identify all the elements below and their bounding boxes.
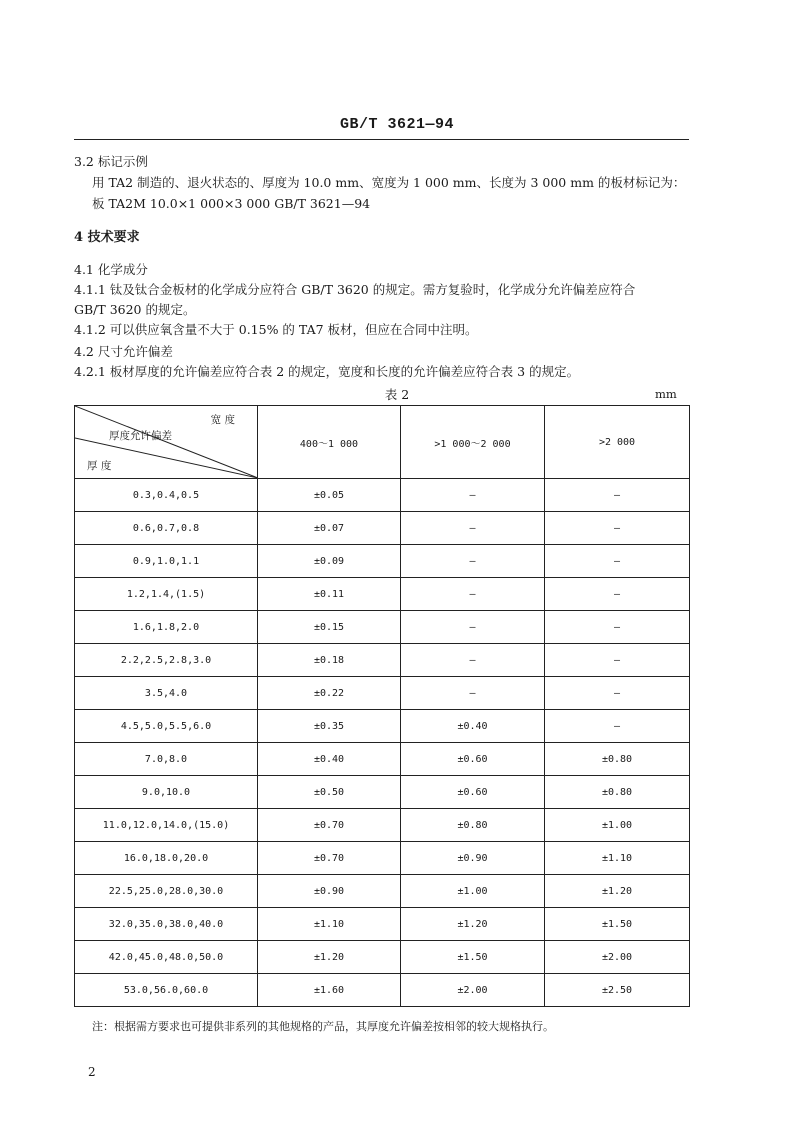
section-3-2-line1: 用 TA2 制造的、退火状态的、厚度为 10.0 mm、宽度为 1 000 mm、长度为 3 000 mm 的板材标记为： <box>92 175 686 190</box>
section-4-2-1: 4.2.1 板材厚度的允许偏差应符合表 2 的规定，宽度和长度的允许偏差应符合表 3 的规定。 <box>74 364 580 379</box>
tolerance-cell: — <box>401 545 545 578</box>
table-row <box>75 842 690 875</box>
table-row <box>75 776 690 809</box>
page-number: 2 <box>88 1065 96 1079</box>
tolerance-cell: ±1.20 <box>401 908 545 941</box>
section-3-2-heading: 3.2 标记示例 <box>74 154 148 169</box>
tolerance-cell: ±0.40 <box>258 743 401 776</box>
tolerance-cell: ±2.00 <box>545 941 690 974</box>
section-4-2-heading: 4.2 尺寸允许偏差 <box>74 344 173 359</box>
table-row <box>75 512 690 545</box>
tolerance-cell: ±0.22 <box>258 677 401 710</box>
standard-number-header: GB/T 3621—94 <box>339 116 455 133</box>
section-4-1-1-line2: GB/T 3620 的规定。 <box>74 302 196 317</box>
table-row <box>75 644 690 677</box>
table-note: 注：根据需方要求也可提供非系列的其他规格的产品，其厚度允许偏差按相邻的较大规格执行。 <box>92 1020 554 1033</box>
thickness-cell: 42.0,45.0,48.0,50.0 <box>75 941 258 974</box>
tolerance-cell: ±1.00 <box>545 809 690 842</box>
tolerance-cell: ±2.50 <box>545 974 690 1007</box>
tolerance-cell: ±1.20 <box>258 941 401 974</box>
tolerance-cell: — <box>401 644 545 677</box>
tolerance-cell: ±0.15 <box>258 611 401 644</box>
section-4-heading: 4 技术要求 <box>74 230 140 245</box>
tolerance-cell: — <box>545 479 690 512</box>
column-header: >2 000 <box>545 406 690 479</box>
tolerance-cell: — <box>401 611 545 644</box>
thickness-cell: 0.9,1.0,1.1 <box>75 545 258 578</box>
tolerance-cell: ±1.50 <box>401 941 545 974</box>
tolerance-cell: — <box>545 545 690 578</box>
table-header-row <box>75 406 690 479</box>
section-3-2-line2: 板 TA2M 10.0×1 000×3 000 GB/T 3621—94 <box>92 196 371 211</box>
thickness-cell: 9.0,10.0 <box>75 776 258 809</box>
tolerance-cell: ±1.20 <box>545 875 690 908</box>
table-row <box>75 545 690 578</box>
column-header: >1 000～2 000 <box>401 406 545 479</box>
thickness-cell: 4.5,5.0,5.5,6.0 <box>75 710 258 743</box>
tolerance-cell: ±0.50 <box>258 776 401 809</box>
table-unit: mm <box>655 387 677 401</box>
tolerance-cell: ±0.07 <box>258 512 401 545</box>
thickness-cell: 53.0,56.0,60.0 <box>75 974 258 1007</box>
tolerance-cell: — <box>545 710 690 743</box>
tolerance-cell: ±1.50 <box>545 908 690 941</box>
thickness-cell: 16.0,18.0,20.0 <box>75 842 258 875</box>
tolerance-cell: ±1.60 <box>258 974 401 1007</box>
tolerance-cell: ±1.00 <box>401 875 545 908</box>
table-caption: 表 2 <box>384 387 410 402</box>
table-row <box>75 974 690 1007</box>
tolerance-cell: ±0.60 <box>401 743 545 776</box>
thickness-cell: 22.5,25.0,28.0,30.0 <box>75 875 258 908</box>
table-row <box>75 611 690 644</box>
tolerance-cell: ±0.40 <box>401 710 545 743</box>
table-row <box>75 941 690 974</box>
thickness-cell: 0.6,0.7,0.8 <box>75 512 258 545</box>
thickness-cell: 1.2,1.4,(1.5) <box>75 578 258 611</box>
tolerance-cell: ±0.18 <box>258 644 401 677</box>
tolerance-cell: ±2.00 <box>401 974 545 1007</box>
tolerance-cell: ±0.11 <box>258 578 401 611</box>
width-axis-label: 宽 度 <box>210 414 235 426</box>
tolerance-cell: ±0.70 <box>258 842 401 875</box>
header-divider <box>74 139 689 140</box>
tolerance-cell: — <box>545 611 690 644</box>
thickness-cell: 3.5,4.0 <box>75 677 258 710</box>
column-header: 400～1 000 <box>258 406 401 479</box>
tolerance-cell: ±0.09 <box>258 545 401 578</box>
thickness-cell: 32.0,35.0,38.0,40.0 <box>75 908 258 941</box>
tolerance-table <box>74 405 690 1007</box>
tolerance-cell: — <box>545 644 690 677</box>
tolerance-cell: ±0.90 <box>401 842 545 875</box>
tolerance-cell: ±0.70 <box>258 809 401 842</box>
tolerance-cell: — <box>401 578 545 611</box>
thickness-cell: 1.6,1.8,2.0 <box>75 611 258 644</box>
tolerance-cell: ±0.80 <box>401 809 545 842</box>
tolerance-cell: ±0.05 <box>258 479 401 512</box>
thickness-cell: 0.3,0.4,0.5 <box>75 479 258 512</box>
tolerance-cell: ±0.80 <box>545 776 690 809</box>
thickness-axis-label: 厚 度 <box>87 460 112 472</box>
tolerance-cell: ±0.80 <box>545 743 690 776</box>
tolerance-cell: — <box>545 578 690 611</box>
tolerance-cell: ±0.60 <box>401 776 545 809</box>
table-row <box>75 743 690 776</box>
tolerance-cell: — <box>401 479 545 512</box>
table-row <box>75 875 690 908</box>
table-row <box>75 908 690 941</box>
thickness-cell: 11.0,12.0,14.0,(15.0) <box>75 809 258 842</box>
tolerance-cell: — <box>545 677 690 710</box>
tolerance-cell: — <box>545 512 690 545</box>
tolerance-cell: — <box>401 512 545 545</box>
table-row <box>75 479 690 512</box>
section-4-1-2: 4.1.2 可以供应氧含量不大于 0.15% 的 TA7 板材，但应在合同中注明。 <box>74 322 478 337</box>
thickness-cell: 7.0,8.0 <box>75 743 258 776</box>
table-row <box>75 677 690 710</box>
section-4-1-1-line1: 4.1.1 钛及钛合金板材的化学成分应符合 GB/T 3620 的规定。需方复验时，化学成分允许偏差应符合 <box>74 282 636 297</box>
table-row <box>75 710 690 743</box>
diagonal-header-cell <box>75 406 258 479</box>
tolerance-cell: — <box>401 677 545 710</box>
table-row <box>75 809 690 842</box>
tolerance-cell: ±0.90 <box>258 875 401 908</box>
tolerance-cell: ±1.10 <box>258 908 401 941</box>
tolerance-cell: ±1.10 <box>545 842 690 875</box>
section-4-1-heading: 4.1 化学成分 <box>74 262 148 277</box>
table-row <box>75 578 690 611</box>
tolerance-axis-label: 厚度允许偏差 <box>109 430 172 442</box>
thickness-cell: 2.2,2.5,2.8,3.0 <box>75 644 258 677</box>
tolerance-cell: ±0.35 <box>258 710 401 743</box>
